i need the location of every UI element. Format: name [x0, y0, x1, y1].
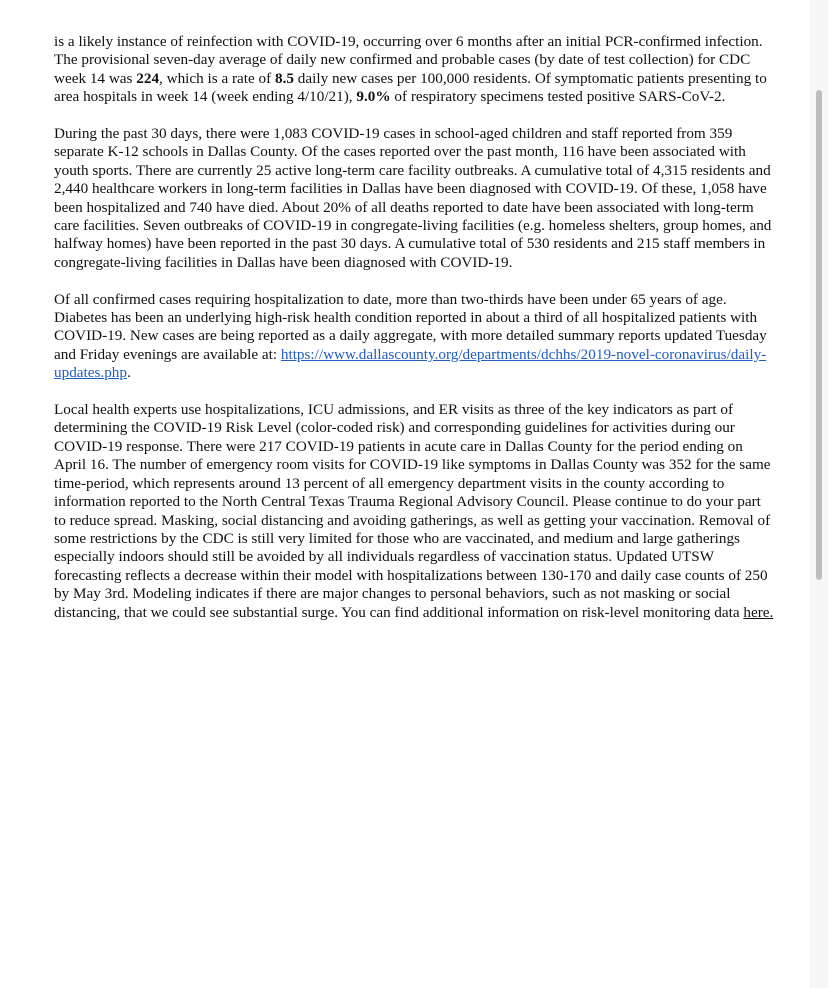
daily-updates-link[interactable]: https://www.dallascounty.org/departments/dchhs/2019-novel-coronavirus/daily-updates.php [54, 345, 767, 382]
paragraph-schools-facilities: During the past 30 days, there were 1,083 COVID-19 cases in school-aged children and staff reported from 359 separate K-12 schools in Dallas County. Of the cases reported over the past month, 116 have been associated with youth sports. There are currently 25 active long-term care facility outbreaks. A cumulative total of 4,315 residents and 2,440 healthcare workers in long-term facilities in Dallas have been diagnosed with COVID-19. Of these, 1,058 have been hospitalized and 740 have died. About 20% of all deaths reported to date have been associated with long-term care facilities. Seven outbreaks of COVID-19 in congregate-living facilities (e.g. homeless shelters, group homes, and halfway homes) have been reported in the past 30 days. A cumulative total of 530 residents and 215 staff members in congregate-living facilities in Dallas have been diagnosed with COVID-19. [54, 125, 772, 271]
case-rate: 8.5 [275, 69, 294, 87]
scrollbar[interactable] [810, 0, 828, 988]
document-body [54, 33, 774, 640]
positivity-rate: 9.0% [356, 88, 391, 106]
paragraph-hospitalization: Of all confirmed cases requiring hospitalization to date, more than two-thirds have been under 65 years of age. Diabetes has been an underlying high-risk health condition reported in about a third of all hospitalized patients with COVID-19. New cases are being reported as a daily aggregate, with more detailed summary reports updated Tuesday and Friday evenings are available at: https://www.dallascounty.org/departments/dchhs/2019-novel-coronavirus/daily-updates.php. [54, 290, 767, 382]
paragraph-reinfection: is a likely instance of reinfection with COVID-19, occurring over 6 months after an initial PCR-confirmed infection. The provisional seven-day average of daily new confirmed and probable cases (by date of test collection) for CDC week 14 was 224, which is a rate of 8.5 daily new cases per 100,000 residents. Of symptomatic patients presenting to area hospitals in week 14 (week ending 4/10/21), 9.0% of respiratory specimens tested positive SARS-CoV-2. [54, 33, 767, 106]
paragraph-risk-level: Local health experts use hospitalizations, ICU admissions, and ER visits as three of the key indicators as part of determining the COVID-19 Risk Level (color-coded risk) and corresponding guidelines for activities during our COVID-19 response. There were 217 COVID-19 patients in acute care in Dallas County for the period ending on April 16. The number of emergency room visits for COVID-19 like symptoms in Dallas County was 352 for the same time-period, which represents around 13 percent of all emergency department visits in the county according to information reported to the North Central Texas Trauma Regional Advisory Council. Please continue to do your part to reduce spread. Masking, social distancing and avoiding gatherings, as well as getting your vaccination. Removal of some restrictions by the CDC is still very limited for those who are vaccinated, and medium and large gatherings especially indoors should still be avoided by all individuals regardless of vaccination status. Updated UTSW forecasting reflects a decrease within their model with hospitalizations between 130-170 and daily case counts of 250 by May 3rd. Modeling indicates if there are major changes to personal behaviors, such as not masking or social distancing, that we could see substantial surge. You can find additional information on risk-level monitoring data here. [54, 401, 774, 621]
scrollbar-thumb[interactable] [816, 90, 822, 580]
weekly-case-average: 224 [136, 69, 160, 87]
risk-level-data-link[interactable]: here. [743, 603, 774, 621]
